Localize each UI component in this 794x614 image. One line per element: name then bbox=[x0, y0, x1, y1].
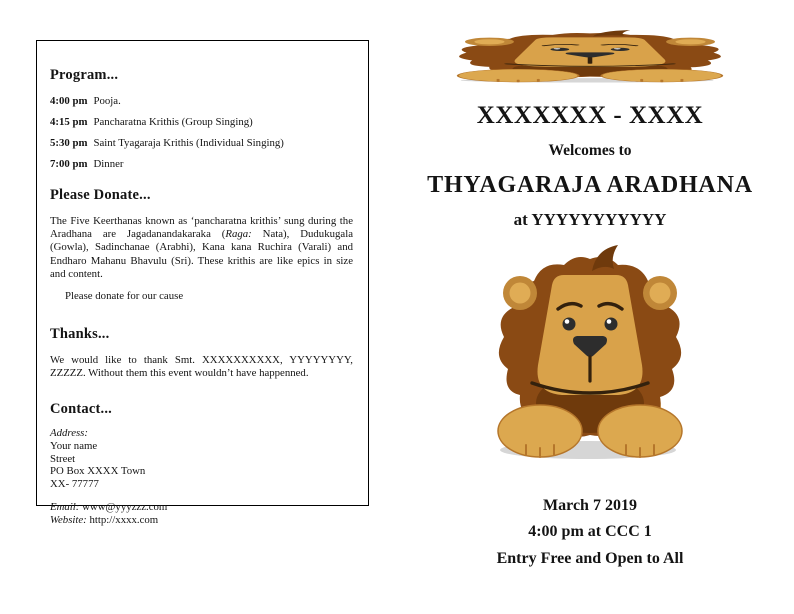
address-block bbox=[50, 427, 353, 490]
contact-heading: Contact... bbox=[50, 401, 113, 418]
donate-body bbox=[50, 215, 353, 281]
event-title: THYAGARAJA ARADHANA bbox=[427, 172, 753, 198]
donate-heading: Please Donate... bbox=[50, 187, 151, 203]
program-item bbox=[50, 137, 353, 150]
links-block bbox=[50, 501, 353, 527]
donate-body-text: Nata), Dudukugala (Gowla), Sadinchanae (Arabhi), Kana kana Ruchira (Varali) and Endharo Mahanu Bhavulu (Sri). These krithis are like epics in size and content. bbox=[50, 228, 353, 280]
program-item-time: 7:00 pm bbox=[50, 158, 88, 170]
program-item-desc: Saint Tyagaraja Krithis (Individual Singing) bbox=[93, 137, 284, 149]
website-label: Website: bbox=[50, 514, 87, 527]
program-item bbox=[50, 95, 353, 108]
program-item-time: 5:30 pm bbox=[50, 137, 88, 149]
address-label: Address: bbox=[50, 427, 88, 440]
thanks-section bbox=[50, 326, 353, 380]
program-item-time: 4:00 pm bbox=[50, 95, 88, 107]
thanks-heading: Thanks... bbox=[50, 326, 110, 343]
address-line: PO Box XXXX Town bbox=[50, 465, 146, 478]
email-line bbox=[50, 501, 353, 514]
address-line: Street bbox=[50, 452, 76, 465]
address-line: Your name bbox=[50, 440, 98, 453]
entry-text: Entry Free and Open to All bbox=[496, 550, 684, 567]
website-line bbox=[50, 514, 353, 527]
event-time-venue: 4:00 pm at CCC 1 bbox=[528, 523, 652, 540]
program-item bbox=[50, 158, 353, 171]
program-item-desc: Pooja. bbox=[93, 95, 121, 107]
organization-title: XXXXXXX - XXXX bbox=[476, 102, 704, 129]
donate-cta: Please donate for our cause bbox=[65, 290, 184, 303]
program-heading: Program... bbox=[50, 67, 119, 83]
address-line: XX- 77777 bbox=[50, 477, 99, 490]
program-item-desc: Dinner bbox=[93, 158, 124, 170]
donate-body-text: The Five Keerthanas known as ‘pancharatna krithis’ sung during the Aradhana are Jagadanandakaraka ( bbox=[50, 215, 353, 241]
thanks-body: We would like to thank Smt. XXXXXXXXXX, YYYYYYYY, ZZZZZ. Without them this event wouldn’t have happenned. bbox=[50, 354, 353, 380]
lion-banner-image bbox=[432, 30, 748, 84]
program-items bbox=[50, 95, 353, 171]
lion-image bbox=[478, 245, 702, 465]
program-box bbox=[36, 40, 369, 527]
email-value: www@yyyzzz.com bbox=[82, 501, 168, 514]
contact-section bbox=[50, 401, 353, 527]
venue-text: at YYYYYYYYYYY bbox=[513, 210, 667, 229]
website-value: http://xxxx.com bbox=[89, 514, 159, 527]
email-label: Email: bbox=[50, 501, 80, 514]
program-section bbox=[50, 67, 353, 171]
program-item-time: 4:15 pm bbox=[50, 116, 88, 128]
event-date: March 7 2019 bbox=[543, 497, 637, 514]
donate-section bbox=[50, 187, 353, 302]
flyer-right-panel bbox=[412, 0, 768, 568]
welcome-text: Welcomes to bbox=[548, 142, 632, 159]
program-item bbox=[50, 116, 353, 129]
program-item-desc: Pancharatna Krithis (Group Singing) bbox=[93, 116, 253, 128]
raga-label: Raga: bbox=[225, 228, 252, 241]
